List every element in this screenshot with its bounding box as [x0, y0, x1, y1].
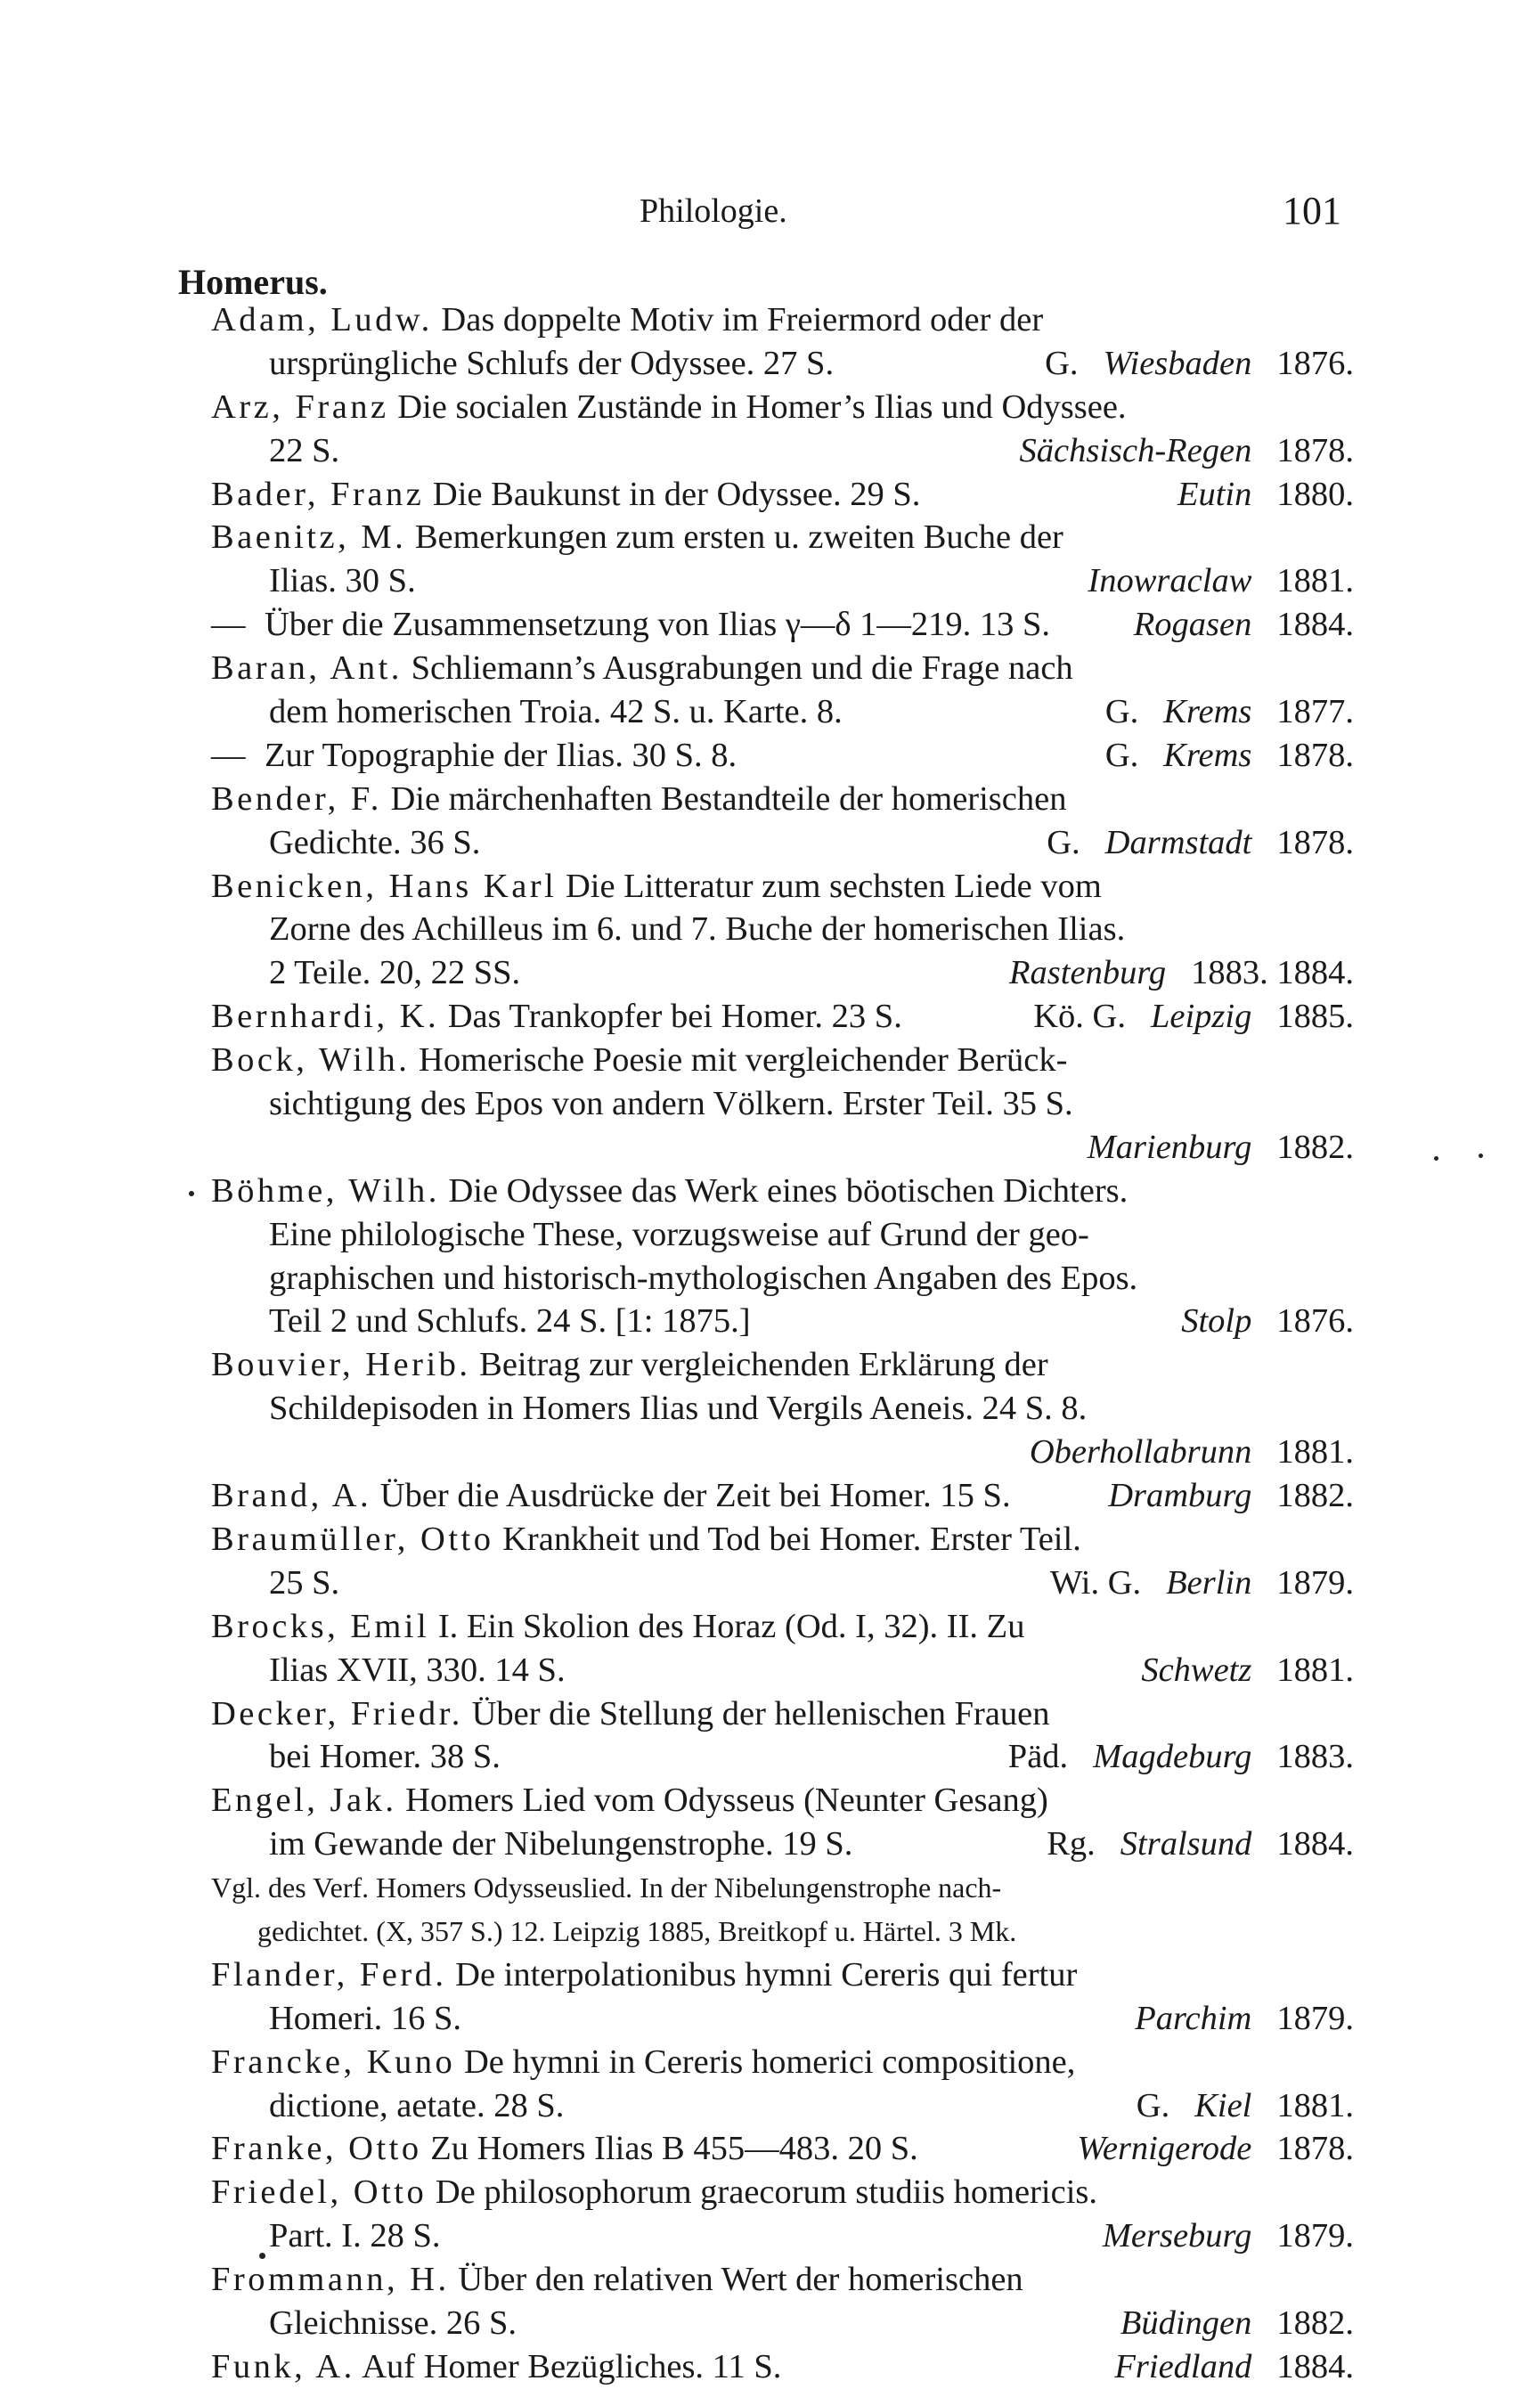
school-type: G. [1104, 693, 1139, 731]
entry-title: dem homerischen Troia. 42 S. u. Karte. 8. [269, 693, 843, 731]
entry-line [211, 951, 1354, 995]
entry-author: Baran, Ant. [211, 649, 403, 688]
entry-title: Gedichte. 36 S. [269, 823, 481, 861]
imprint [1135, 1997, 1354, 2041]
entry-title: I. Ein Skolion des Horaz (Od. I, 32). II. Zu [437, 1607, 1025, 1645]
imprint [1141, 1649, 1354, 1692]
entry-title: Zur Topographie der Ilias. 30 S. 8. [265, 736, 737, 774]
imprint [1088, 1126, 1354, 1170]
year: 1879. [1276, 2217, 1354, 2255]
entry-author: Arz, Franz [211, 387, 389, 426]
entry-text [211, 386, 1127, 429]
place-name: Oberhollabrunn [1029, 1433, 1252, 1472]
entry-line [211, 1910, 1354, 1953]
place-name: Eutin [1177, 475, 1252, 513]
entry-line [211, 1474, 1354, 1518]
entry-line [211, 1082, 1354, 1126]
entry-text [257, 1910, 1016, 1953]
year: 1878. [1276, 2130, 1354, 2168]
school-type: G. [1104, 736, 1139, 774]
running-head-title: Philologie. [640, 192, 787, 230]
entry-line [211, 1822, 1354, 1866]
entry-text [211, 1953, 1077, 1997]
entry-text [211, 603, 1050, 647]
year: 1881. [1276, 2086, 1354, 2124]
print-speck [259, 2253, 265, 2259]
year: 1881. [1276, 1433, 1354, 1472]
imprint [1105, 734, 1354, 778]
place-name: Krems [1163, 693, 1252, 731]
entry-title: Part. I. 28 S. [269, 2217, 441, 2255]
entry-title: Das doppelte Motiv im Freiermord oder der [441, 301, 1044, 338]
entry-text [211, 995, 902, 1039]
imprint [1047, 821, 1354, 865]
entry-line [211, 2214, 1354, 2258]
entry-line [211, 2084, 1354, 2128]
entry-author: Brocks, Emil [211, 1607, 430, 1645]
entry-author: Funk, A. [211, 2347, 355, 2385]
entry-title: De hymni in Cereris homerici compositione, [463, 2042, 1076, 2081]
entry-title: Ilias. 30 S. [269, 562, 416, 600]
entry-text [211, 473, 920, 517]
entry-title: dictione, aetate. 28 S. [269, 2086, 565, 2124]
entry-author: Frommann, H. [211, 2261, 450, 2299]
entry-text [211, 1170, 1128, 1213]
imprint [1030, 1431, 1354, 1474]
entry-text [269, 429, 339, 473]
section-title: Homerus. [178, 262, 328, 302]
entry-text [269, 951, 520, 995]
entry-line [211, 1692, 1354, 1736]
entry-text [269, 1822, 852, 1866]
entry-line [211, 1866, 1354, 1910]
entry-author: Franke, Otto [211, 2130, 422, 2168]
entry-line [211, 1387, 1354, 1431]
entry-title: Ilias XVII, 330. 14 S. [269, 1651, 566, 1689]
entry-line [211, 908, 1354, 951]
entry-line [211, 1343, 1354, 1387]
entry-line [211, 1213, 1354, 1257]
entry-line [211, 734, 1354, 778]
entry-text [211, 2041, 1075, 2084]
year: 1876. [1276, 344, 1354, 382]
school-type: Wi. G. [1049, 1563, 1142, 1602]
entry-author: Adam, Ludw. [211, 301, 433, 338]
place-name: Wiesbaden [1103, 344, 1252, 382]
entry-text [269, 342, 834, 386]
entry-line [211, 473, 1354, 517]
year: 1884. [1276, 606, 1354, 644]
entry-title: Die Baukunst in der Odyssee. 29 S. [432, 475, 921, 513]
entry-title: 25 S. [269, 1563, 340, 1602]
imprint [1008, 1735, 1354, 1779]
entry-text [269, 1649, 566, 1692]
entry-title: Homers Lied vom Odysseus (Neunter Gesang) [405, 1782, 1048, 1820]
place-name: Dramburg [1108, 1477, 1252, 1515]
place-name: Leipzig [1150, 998, 1252, 1036]
entry-title: Bemerkungen zum ersten u. zweiten Buche der [414, 518, 1063, 557]
entry-title: Schliemann’s Ausgrabungen und die Frage nach [411, 649, 1073, 688]
entry-title: Eine philologische These, vorzugsweise auf Grund der geo- [269, 1215, 1089, 1253]
entry-line [211, 429, 1354, 473]
entry-line [211, 559, 1354, 603]
imprint [1134, 603, 1354, 647]
entry-line [211, 2041, 1354, 2084]
place-name: Friedland [1114, 2347, 1252, 2385]
year: 1883. [1276, 1738, 1354, 1776]
imprint [1045, 342, 1354, 386]
school-type: G. [1045, 344, 1079, 382]
entry-title: Homerische Poesie mit vergleichender Berück- [419, 1041, 1068, 1080]
entry-title: Die socialen Zustände in Homer’s Ilias und Odyssee. [397, 387, 1127, 426]
entry-line [211, 603, 1354, 647]
entry-line [211, 1431, 1354, 1474]
year: 1880. [1276, 475, 1354, 513]
entry-title: Die märchenhaften Bestandteile der homerischen [390, 779, 1067, 818]
entry-text [269, 1561, 339, 1605]
place-name: Merseburg [1102, 2217, 1252, 2255]
place-name: Marienburg [1087, 1128, 1252, 1166]
school-type: Rg. [1047, 1825, 1096, 1863]
entry-line [211, 2258, 1354, 2302]
entry-title: Vgl. des Verf. Homers Odysseuslied. In der Nibelungenstrophe nach- [211, 1871, 1002, 1904]
imprint [1105, 690, 1354, 734]
entry-text [269, 559, 416, 603]
entry-title: im Gewande der Nibelungenstrophe. 19 S. [269, 1825, 853, 1863]
entry-text [211, 2258, 1023, 2302]
entry-text [211, 1474, 1011, 1518]
year: 1878. [1276, 736, 1354, 774]
entry-author: Flander, Ferd. [211, 1955, 447, 1994]
entry-title: Krankheit und Tod bei Homer. Erster Teil. [502, 1520, 1081, 1558]
entry-author: Francke, Kuno [211, 2042, 456, 2081]
year: 1885. [1276, 998, 1354, 1036]
entry-author: Friedel, Otto [211, 2173, 428, 2212]
place-name: Rogasen [1133, 606, 1252, 644]
entry-text [211, 1866, 1001, 1910]
entry-line [211, 298, 1354, 342]
entry-line [211, 1518, 1354, 1561]
entry-title: bei Homer. 38 S. [269, 1738, 501, 1776]
place-name: Sächsisch-Regen [1019, 431, 1252, 469]
entry-line [211, 386, 1354, 429]
entry-title: gedichtet. (X, 357 S.) 12. Leipzig 1885, Breitkopf u. Härtel. 3 Mk. [257, 1914, 1017, 1947]
place-name: Parchim [1135, 1999, 1252, 2037]
print-speck [1479, 1154, 1483, 1158]
entry-author: Benicken, Hans Karl [211, 867, 558, 905]
entry-author: Brand, A. [211, 1477, 372, 1515]
place-name: Rastenburg [1009, 954, 1167, 992]
school-type: G. [1047, 823, 1080, 861]
place-name: Inowraclaw [1088, 562, 1252, 600]
entry-line [211, 1257, 1354, 1300]
entry-title: Zorne des Achilleus im 6. und 7. Buche der homerischen Ilias. [269, 910, 1126, 949]
imprint [1103, 2214, 1354, 2258]
entry-text [211, 1692, 1050, 1736]
entry-line [211, 342, 1354, 386]
entry-text [269, 1213, 1089, 1257]
bibliography-list [211, 298, 1354, 2389]
entry-text [269, 2302, 517, 2345]
entry-title: Die Litteratur zum sechsten Liede vom [565, 867, 1102, 905]
year: 1881. [1276, 1651, 1354, 1689]
entry-title: 2 Teile. 20, 22 SS. [269, 954, 521, 992]
entry-title: Über die Stellung der hellenischen Frauen [471, 1694, 1050, 1733]
entry-text [211, 778, 1066, 821]
print-speck [189, 1191, 194, 1196]
entry-title: Die Odyssee das Werk eines böotischen Dichters. [448, 1171, 1129, 1210]
entry-author: Bock, Wilh. [211, 1041, 411, 1080]
entry-title: De philosophorum graecorum studiis homericis. [435, 2173, 1098, 2212]
imprint [1177, 473, 1354, 517]
entry-author: Bernhardi, K. [211, 998, 440, 1036]
year: 1884. [1276, 1825, 1354, 1863]
entry-text [269, 908, 1125, 951]
entry-line [211, 778, 1354, 821]
entry-line [211, 865, 1354, 909]
year: 1878. [1276, 431, 1354, 469]
entry-line [211, 2345, 1354, 2389]
entry-line [211, 2171, 1354, 2214]
entry-title: sichtigung des Epos von andern Völkern. Erster Teil. 35 S. [269, 1085, 1073, 1123]
dash-mark: — [211, 736, 246, 774]
entry-text [211, 1039, 1067, 1082]
entry-line [211, 1649, 1354, 1692]
dash-mark: — [211, 606, 246, 644]
entry-text [211, 1518, 1081, 1561]
entry-author: Bader, Franz [211, 475, 425, 513]
entry-author: Braumüller, Otto [211, 1520, 494, 1558]
entry-author: Böhme, Wilh. [211, 1171, 440, 1210]
entry-text [269, 2084, 564, 2128]
page-number: 101 [1283, 189, 1341, 232]
year: 1882. [1276, 1477, 1354, 1515]
entry-text [211, 298, 1043, 342]
year: 1877. [1276, 693, 1354, 731]
entry-title: graphischen und historisch-mythologischen Angaben des Epos. [269, 1259, 1138, 1297]
entry-text [269, 1257, 1137, 1300]
imprint [1120, 2302, 1354, 2345]
entry-line [211, 1039, 1354, 1082]
entry-line [211, 995, 1354, 1039]
entry-text [211, 1605, 1024, 1649]
year: 1876. [1276, 1302, 1354, 1341]
place-name: Stolp [1181, 1302, 1252, 1341]
entry-text [269, 821, 480, 865]
imprint [1020, 429, 1354, 473]
entry-title: Schildepisoden in Homers Ilias und Vergils Aeneis. 24 S. 8. [269, 1390, 1088, 1428]
entry-title: 22 S. [269, 431, 340, 469]
imprint [1047, 1822, 1354, 1866]
imprint [1108, 1474, 1354, 1518]
entry-text [211, 2127, 918, 2171]
year: 1882. [1276, 2303, 1354, 2342]
entry-line [211, 690, 1354, 734]
year: 1879. [1276, 1999, 1354, 2037]
school-type: Kö. G. [1033, 998, 1126, 1036]
entry-author: Bender, F. [211, 779, 382, 818]
entry-text [269, 1082, 1073, 1126]
year: 1881. [1276, 562, 1354, 600]
place-name: Berlin [1166, 1563, 1252, 1602]
imprint [1088, 559, 1354, 603]
imprint [1114, 2345, 1354, 2389]
entry-text [269, 1300, 751, 1343]
place-name: Darmstadt [1104, 823, 1252, 861]
place-name: Kiel [1194, 2086, 1252, 2124]
entry-line [211, 2302, 1354, 2345]
imprint [1077, 2127, 1354, 2171]
entry-title: Gleichnisse. 26 S. [269, 2303, 517, 2342]
entry-text [269, 1387, 1087, 1431]
place-name: Schwetz [1141, 1651, 1252, 1689]
entry-author: Bouvier, Herib. [211, 1346, 471, 1384]
entry-title: Über den relativen Wert der homerischen [458, 2261, 1023, 2299]
entry-title: De interpolationibus hymni Cereris qui fertur [455, 1955, 1078, 1994]
entry-title: Zu Homers Ilias B 455—483. 20 S. [430, 2130, 918, 2168]
entry-title: Beitrag zur vergleichenden Erklärung der [479, 1346, 1048, 1384]
entry-line [211, 821, 1354, 865]
entry-line [211, 2127, 1354, 2171]
entry-line [211, 1997, 1354, 2041]
entry-line [211, 1735, 1354, 1779]
entry-author: Decker, Friedr. [211, 1694, 463, 1733]
entry-text [211, 2345, 781, 2389]
entry-text [211, 647, 1073, 690]
entry-title: ursprüngliche Schlufs der Odyssee. 27 S. [269, 344, 835, 382]
entry-text [269, 1997, 461, 2041]
entry-line [211, 516, 1354, 559]
imprint [1033, 995, 1354, 1039]
entry-text [269, 690, 843, 734]
entry-line [211, 1953, 1354, 1997]
year: 1878. [1276, 823, 1354, 861]
entry-text [269, 1735, 501, 1779]
school-type: G. [1136, 2086, 1170, 2124]
entry-title: Auf Homer Bezügliches. 11 S. [362, 2347, 782, 2385]
year: 1882. [1276, 1128, 1354, 1166]
entry-text [211, 516, 1063, 559]
year: 1883. 1884. [1191, 954, 1354, 992]
entry-author: Baenitz, M. [211, 518, 407, 557]
imprint [1181, 1300, 1354, 1343]
entry-text [211, 865, 1102, 909]
entry-text [211, 2171, 1097, 2214]
school-type: Päd. [1007, 1738, 1069, 1776]
place-name: Krems [1163, 736, 1252, 774]
entry-text [211, 1343, 1048, 1387]
entry-line [211, 1170, 1354, 1213]
year: 1879. [1276, 1563, 1354, 1602]
place-name: Stralsund [1120, 1825, 1252, 1863]
entry-line [211, 1779, 1354, 1822]
entry-title: Homeri. 16 S. [269, 1999, 462, 2037]
place-name: Magdeburg [1093, 1738, 1252, 1776]
entry-title: Über die Ausdrücke der Zeit bei Homer. 15 S. [379, 1477, 1011, 1515]
entry-author: Engel, Jak. [211, 1782, 397, 1820]
entry-title: Über die Zusammensetzung von Ilias γ—δ 1—219. 13 S. [265, 606, 1051, 644]
entry-text [269, 2214, 441, 2258]
place-name: Wernigerode [1077, 2130, 1252, 2168]
print-speck [1434, 1156, 1438, 1161]
entry-title: Das Trankopfer bei Homer. 23 S. [447, 998, 902, 1036]
entry-line [211, 1605, 1354, 1649]
year: 1884. [1276, 2347, 1354, 2385]
entry-text [211, 1779, 1048, 1822]
place-name: Büdingen [1120, 2303, 1252, 2342]
imprint [1009, 951, 1354, 995]
entry-text [211, 734, 737, 778]
imprint [1137, 2084, 1354, 2128]
entry-line [211, 647, 1354, 690]
entry-line [211, 1561, 1354, 1605]
entry-title: Teil 2 und Schlufs. 24 S. [1: 1875.] [269, 1302, 751, 1341]
entry-line [211, 1300, 1354, 1343]
running-head [0, 183, 1540, 236]
entry-line [211, 1126, 1354, 1170]
imprint [1050, 1561, 1354, 1605]
